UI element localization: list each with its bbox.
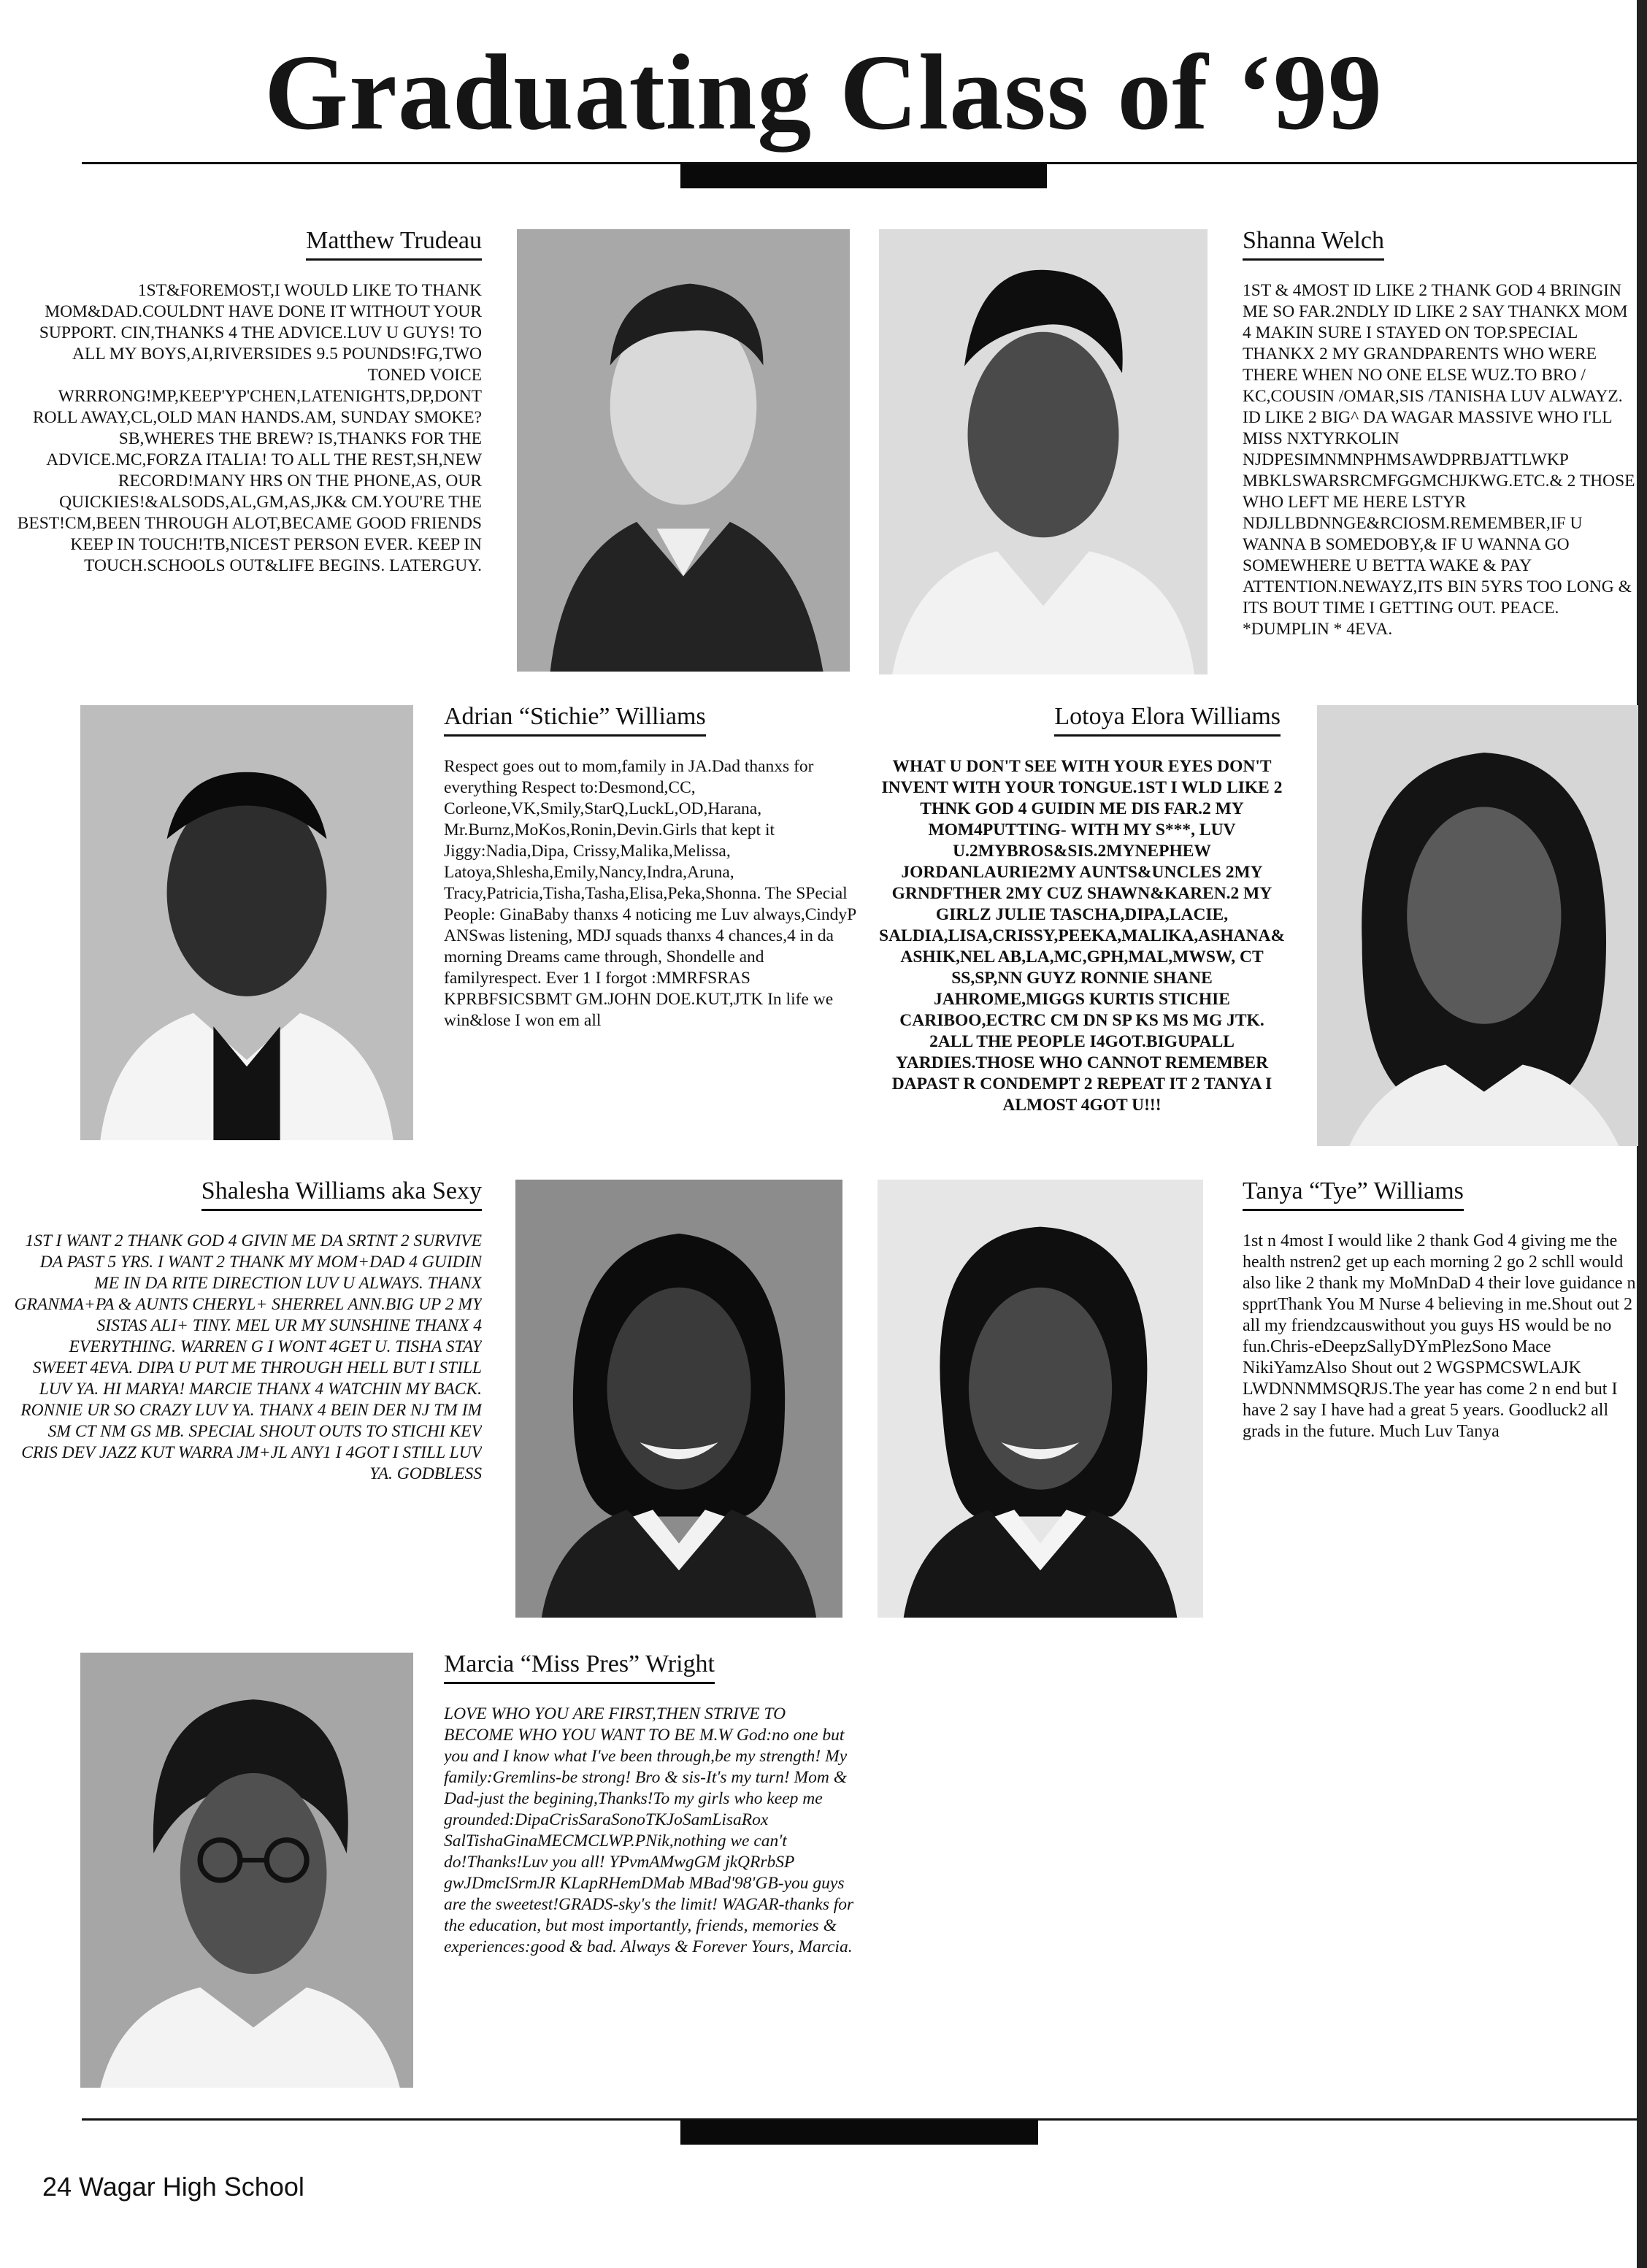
student-message: 1ST I WANT 2 THANK GOD 4 GIVIN ME DA SRTNT 2 SURVIVE DA PAST 5 YRS. I WANT 2 THANK MY MOM+DAD 4 GUIDIN ME IN DA RITE DIRECTION LUV U ALWAYS. THANX GRANMA+PA & AUNTS CHERYL+ SHERREL ANN.BIG UP 2 MY SISTAS ALI+ TINY. MEL UR MY SUNSHINE THANX 4 EVERYTHING. WARREN G I WONT 4GET U. TISHA STAY SWEET 4EVA. DIPA U PUT ME THROUGH HELL BUT I STILL LUV YA. HI MARYA! MARCIE THANX 4 WATCHIN MY BACK. RONNIE UR SO CRAZY LUV YA. THANX 4 BEIN DER NJ TM IM SM CT NM GS MB. SPECIAL SHOUT OUTS TO STICHI KEV CRIS DEV JAZZ KUT WARRA JM+JL ANY1 I 4GOT I STILL LUV YA. GODBLESS [14,1231,482,1483]
student-name: Shanna Welch [1243,226,1384,261]
student-portrait [879,229,1208,674]
student-message: WHAT U DON'T SEE WITH YOUR EYES DON'T INVENT WITH YOUR TONGUE.1ST I WLD LIKE 2 THNK GOD 4 GUIDIN ME DIS FAR.2 MY MOM4PUTTING- WITH MY S***, LUV U.2MYBROS&SIS.2MYNEPHEW JORDANLAURIE2MY AUNTS&UNCLES 2MY GRNDFTHER 2MY CUZ SHAWN&KAREN.2 MY GIRLZ JULIE TASCHA,DIPA,LACIE, SALDIA,LISA,CRISSY,PEEKA,MALIKA,ASHANA& ASHIK,NEL AB,LA,MC,GPH,MAL,MWSW, CT SS,SP,NN GUYZ RONNIE SHANE JAHROME,MIGGS KURTIS STICHIE CARIBOO,ECTRC CM DN SP KS MS MG JTK. 2ALL THE PEOPLE I4GOT.BIGUPALL YARDIES.THOSE WHO CANNOT REMEMBER DAPAST R CONDEMPT 2 REPEAT IT 2 TANYA I ALMOST 4GOT U!!! [879,757,1285,1115]
student-name: Tanya “Tye” Williams [1243,1177,1464,1211]
student-portrait [517,229,850,672]
page-binding-edge [1637,0,1647,2268]
student-portrait [515,1180,842,1618]
student-name: Lotoya Elora Williams [1054,702,1281,737]
student-message: 1ST & 4MOST ID LIKE 2 THANK GOD 4 BRINGIN ME SO FAR.2NDLY ID LIKE 2 SAY THANKX MOM 4 MAKIN SURE I STAYED ON TOP.SPECIAL THANKX 2 MY GRANDPARENTS WHO WERE THERE WHEN NO ONE ELSE WUZ.TO BRO / KC,COUSIN /OMAR,SIS /TANISHA LUV ALWAYZ. ID LIKE 2 BIG^ DA WAGAR MASSIVE WHO I'LL MISS NXTYRKOLIN NJDPESIMNMNPHMSAWDPRBJATTLWKP MBKLSWARSRCMFGGMCHJKWG.ETC.& 2 THOSE WHO LEFT ME HERE LSTYR NDJLLBDNNGE&RCIOSM.REMEMBER,IF U WANNA B SOMEDOBY,& IF U WANNA GO SOMEWHERE U BETTA WAKE & PAY ATTENTION.NEWAYZ,ITS BIN 5YRS TOO LONG & ITS BOUT TIME I GETTING OUT. PEACE. *DUMPLIN * 4EVA. [1243,281,1635,639]
student-portrait [80,1653,413,2088]
top-bar [680,164,1047,188]
student-name: Shalesha Williams aka Sexy [201,1177,482,1211]
student-message: 1ST&FOREMOST,I WOULD LIKE TO THANK MOM&DAD.COULDNT HAVE DONE IT WITHOUT YOUR SUPPORT. CIN,THANKS 4 THE ADVICE.LUV U GUYS! TO ALL MY BOYS,AI,RIVERSIDES 9.5 POUNDS!FG,TWO TONED VOICE WRRRONG!MP,KEEP'YP'CHEN,LATENIGHTS,DP,DONT ROLL AWAY,CL,OLD MAN HANDS.AM, SUNDAY SMOKE?SB,WHERES THE BREW? IS,THANKS FOR THE ADVICE.MC,FORZA ITALIA! TO ALL THE REST,SH,NEW RECORD!MANY HRS ON THE PHONE,AS, OUR QUICKIES!&ALSODS,AL,GM,AS,JK& CM.YOU'RE THE BEST!CM,BEEN THROUGH ALOT,BECAME GOOD FRIENDS KEEP IN TOUCH!TB,NICEST PERSON EVER. KEEP IN TOUCH.SCHOOLS OUT&LIFE BEGINS. LATERGUY. [17,281,482,575]
student-portrait [1317,705,1638,1146]
student-name: Adrian “Stichie” Williams [444,702,706,737]
page-footer: 24 Wagar High School [42,2172,304,2202]
student-portrait [80,705,413,1140]
student-portrait [878,1180,1203,1618]
student-name: Marcia “Miss Pres” Wright [444,1650,715,1684]
bottom-bar [680,2120,1038,2145]
student-message: 1st n 4most I would like 2 thank God 4 giving me the health nstren2 get up each morning 2 go 2 schll would also like 2 thank my MoMnDaD 4 their love guidance n spprtThank You M Nurse 4 believing in me.Shout out 2 all my friendzcauswithout you guys HS would be no fun.Chris-eDeepzSallyDYmPlezSono Mace NikiYamzAlso Shout out 2 WGSPMCSWLAJK LWDNNMMSQRJS.The year has come 2 n end but I have 2 say I have had a great 5 years. Goodluck2 all grads in the future. Much Luv Tanya [1243,1231,1636,1441]
student-message: LOVE WHO YOU ARE FIRST,THEN STRIVE TO BECOME WHO YOU WANT TO BE M.W God:no one but you and I know what I've been through,be my strength! My family:Gremlins-be strong! Bro & sis-It's my turn! Mom & Dad-just the begining,Thanks!To my girls who keep me grounded:DipaCrisSaraSonoTKJoSamLisaRox SalTishaGinaMECMCLWP.PNik,nothing we can't do!Thanks!Luv you all! YPvmAMwgGM jkQRrbSP gwJDmcISrmJR KLapRHemDMab MBad'98'GB-you guys are the sweetest!GRADS-sky's the limit! WAGAR-thanks for the education, but most importantly, friends, memories & experiences:good & bad. Always & Forever Yours, Marcia. [444,1704,854,1956]
page-title: Graduating Class of ‘99 [264,33,1383,153]
student-message: Respect goes out to mom,family in JA.Dad thanxs for everything Respect to:Desmond,CC, Corleone,VK,Smily,StarQ,LuckL,OD,Harana, Mr.Burnz,MoKos,Ronin,Devin.Girls that kept it Jiggy:Nadia,Dipa, Crissy,Malika,Melissa, Latoya,Shlesha,Emily,Nancy,Indra,Aruna, Tracy,Patricia,Tisha,Tasha,Elisa,Peka,Shonna. The SPecial People: GinaBaby thanxs 4 noticing me Luv always,CindyP ANSwas listening, MDJ squads thanxs 4 chances,4 in da morning Dreams came through, Shondelle and familyrespect. Ever 1 I forgot :MMRFSRAS KPRBFSICSBMT GM.JOHN DOE.KUT,JTK In life we win&lose I won em all [444,757,856,1030]
student-name: Matthew Trudeau [306,226,482,261]
